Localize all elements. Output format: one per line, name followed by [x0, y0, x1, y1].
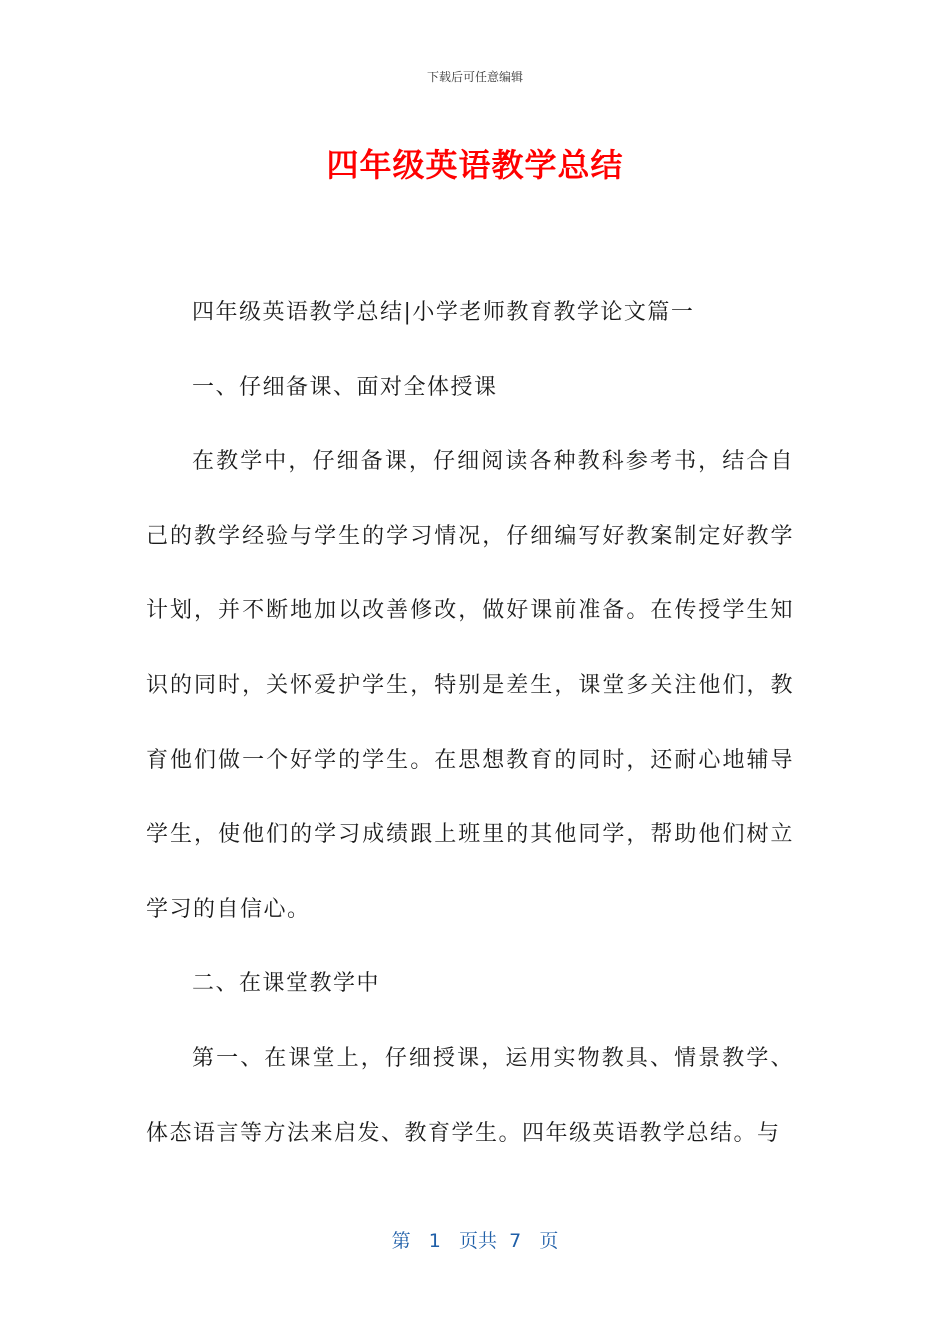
paragraph-section-1-heading: 一、仔细备课、面对全体授课	[192, 374, 498, 400]
document-body	[146, 276, 794, 1171]
document-title: 四年级英语教学总结	[326, 146, 624, 184]
paragraph-section-2-body: 第一、在课堂上，仔细授课，运用实物教具、情景教学、体态语言等方法来启发、教育学生。四年级英语教学总结。与	[146, 1045, 794, 1146]
footer-prefix: 第	[391, 1230, 411, 1252]
paragraph-section-1-body: 在教学中，仔细备课，仔细阅读各种教科参考书，结合自己的教学经验与学生的学习情况，仔细编写好教案制定好教学计划，并不断地加以改善修改，做好课前准备。在传授学生知识的同时，关怀爱护学生，特别是差生，课堂多关注他们，教育他们做一个好学的学生。在思想教育的同时，还耐心地辅导学生，使他们的学习成绩跟上班里的其他同学，帮助他们树立学习的自信心。	[146, 449, 794, 922]
footer-suffix: 页	[539, 1230, 559, 1252]
footer-mid: 页共	[459, 1230, 498, 1252]
paragraph-subtitle: 四年级英语教学总结|小学老师教育教学论文篇一	[192, 300, 695, 325]
page-footer	[0, 1226, 950, 1253]
footer-page-total: 7	[509, 1230, 522, 1252]
header-note: 下载后可任意编辑	[426, 70, 523, 84]
paragraph-section-2-heading: 二、在课堂教学中	[192, 971, 381, 997]
footer-page-current: 1	[428, 1230, 441, 1252]
